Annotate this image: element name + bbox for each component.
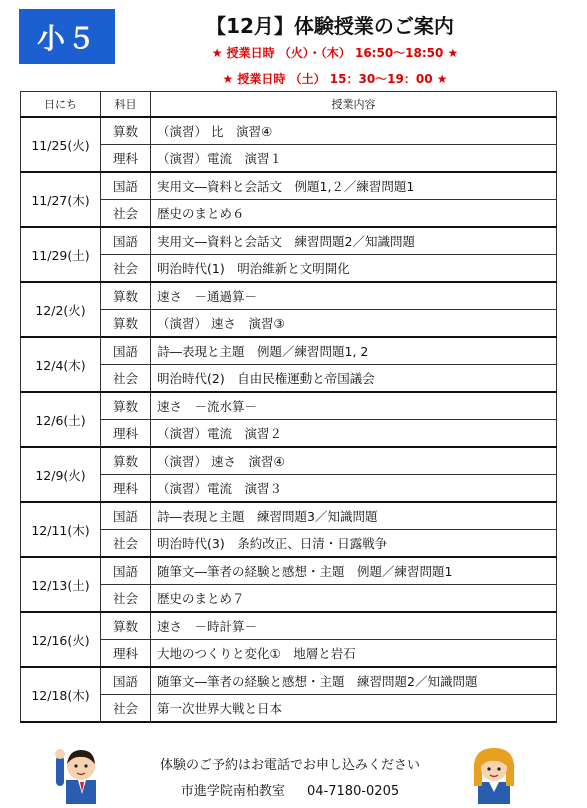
table-row [21,282,557,310]
lesson-content: 実用文―資料と会話文 練習問題2／知識問題 [151,227,557,255]
table-row [21,255,557,283]
lesson-subject: 算数 [101,392,151,420]
header-date: 日にち [21,92,101,118]
table-row [21,502,557,530]
lesson-subject: 社会 [101,530,151,558]
grade-badge: 小５ [19,9,115,64]
lesson-date: 12/13(土) [21,557,101,612]
lesson-content: 速さ －通過算－ [151,282,557,310]
lesson-table [20,91,557,723]
table-row [21,585,557,613]
table-row [21,447,557,475]
lesson-date: 12/11(木) [21,502,101,557]
table-row [21,392,557,420]
lesson-content: （演習） 比 演習④ [151,117,557,145]
table-row [21,145,557,173]
girl-student-icon [462,742,526,804]
lesson-date: 12/4(木) [21,337,101,392]
lesson-subject: 社会 [101,255,151,283]
lesson-subject: 算数 [101,612,151,640]
lesson-table-body [21,117,557,722]
lesson-date: 12/16(火) [21,612,101,667]
contact-line [130,780,450,799]
lesson-date: 12/6(土) [21,392,101,447]
table-row [21,530,557,558]
lesson-subject: 社会 [101,200,151,228]
lesson-subject: 理科 [101,640,151,668]
table-row [21,200,557,228]
lesson-content: 速さ －流水算－ [151,392,557,420]
header-subject: 科目 [101,92,151,118]
lesson-content: 明治時代(2) 自由民権運動と帝国議会 [151,365,557,393]
lesson-content: （演習） 速さ 演習③ [151,310,557,338]
page-title: 【12月】体験授業のご案内 [206,14,454,38]
lesson-subject: 国語 [101,557,151,585]
lesson-content: （演習）電流 演習２ [151,420,557,448]
table-row [21,227,557,255]
lesson-content: 明治時代(1) 明治維新と文明開化 [151,255,557,283]
lesson-content: 第一次世界大戦と日本 [151,695,557,723]
lesson-subject: 算数 [101,282,151,310]
lesson-subject: 理科 [101,420,151,448]
reservation-note: 体験のご予約はお電話でお申し込みください [159,758,420,773]
lesson-date: 12/9(火) [21,447,101,502]
school-name: 市進学院南柏教室 [180,784,285,799]
lesson-subject: 国語 [101,337,151,365]
schedule-saturday: ★ 授業日時 （土） 15：30～19：00 ★ [222,72,448,86]
lesson-date: 11/25(火) [21,117,101,172]
phone-number: 04-7180-0205 [307,784,400,799]
boy-student-icon [52,742,112,804]
table-row [21,640,557,668]
lesson-content: 明治時代(3) 条約改正、日清・日露戦争 [151,530,557,558]
lesson-subject: 国語 [101,667,151,695]
table-row [21,695,557,723]
table-row [21,310,557,338]
lesson-date: 11/29(土) [21,227,101,282]
table-row [21,365,557,393]
lesson-subject: 算数 [101,447,151,475]
table-header-row [21,92,557,118]
table-row [21,117,557,145]
lesson-date: 11/27(木) [21,172,101,227]
lesson-content: 詩―表現と主題 例題／練習問題1, 2 [151,337,557,365]
lesson-date: 12/18(木) [21,667,101,722]
lesson-content: 詩―表現と主題 練習問題3／知識問題 [151,502,557,530]
lesson-subject: 国語 [101,227,151,255]
lesson-content: （演習）電流 演習３ [151,475,557,503]
lesson-content: 随筆文―筆者の経験と感想・主題 例題／練習問題1 [151,557,557,585]
table-row [21,172,557,200]
table-row [21,337,557,365]
table-row [21,475,557,503]
lesson-subject: 理科 [101,475,151,503]
lesson-content: （演習）電流 演習１ [151,145,557,173]
lesson-content: 歴史のまとめ６ [151,200,557,228]
lesson-content: 実用文―資料と会話文 例題1,２／練習問題1 [151,172,557,200]
table-row [21,667,557,695]
lesson-subject: 社会 [101,585,151,613]
lesson-subject: 国語 [101,502,151,530]
lesson-subject: 算数 [101,117,151,145]
lesson-content: 大地のつくりと変化① 地層と岩石 [151,640,557,668]
lesson-subject: 算数 [101,310,151,338]
lesson-subject: 国語 [101,172,151,200]
lesson-date: 12/2(火) [21,282,101,337]
header-content: 授業内容 [151,92,557,118]
lesson-subject: 理科 [101,145,151,173]
table-row [21,612,557,640]
lesson-content: 随筆文―筆者の経験と感想・主題 練習問題2／知識問題 [151,667,557,695]
lesson-content: 歴史のまとめ７ [151,585,557,613]
lesson-subject: 社会 [101,365,151,393]
table-row [21,420,557,448]
lesson-content: 速さ －時計算－ [151,612,557,640]
schedule-weekday: ★ 授業日時 （火）・（木） 16:50～18:50 ★ [211,46,459,60]
lesson-subject: 社会 [101,695,151,723]
table-row [21,557,557,585]
lesson-content: （演習） 速さ 演習④ [151,447,557,475]
